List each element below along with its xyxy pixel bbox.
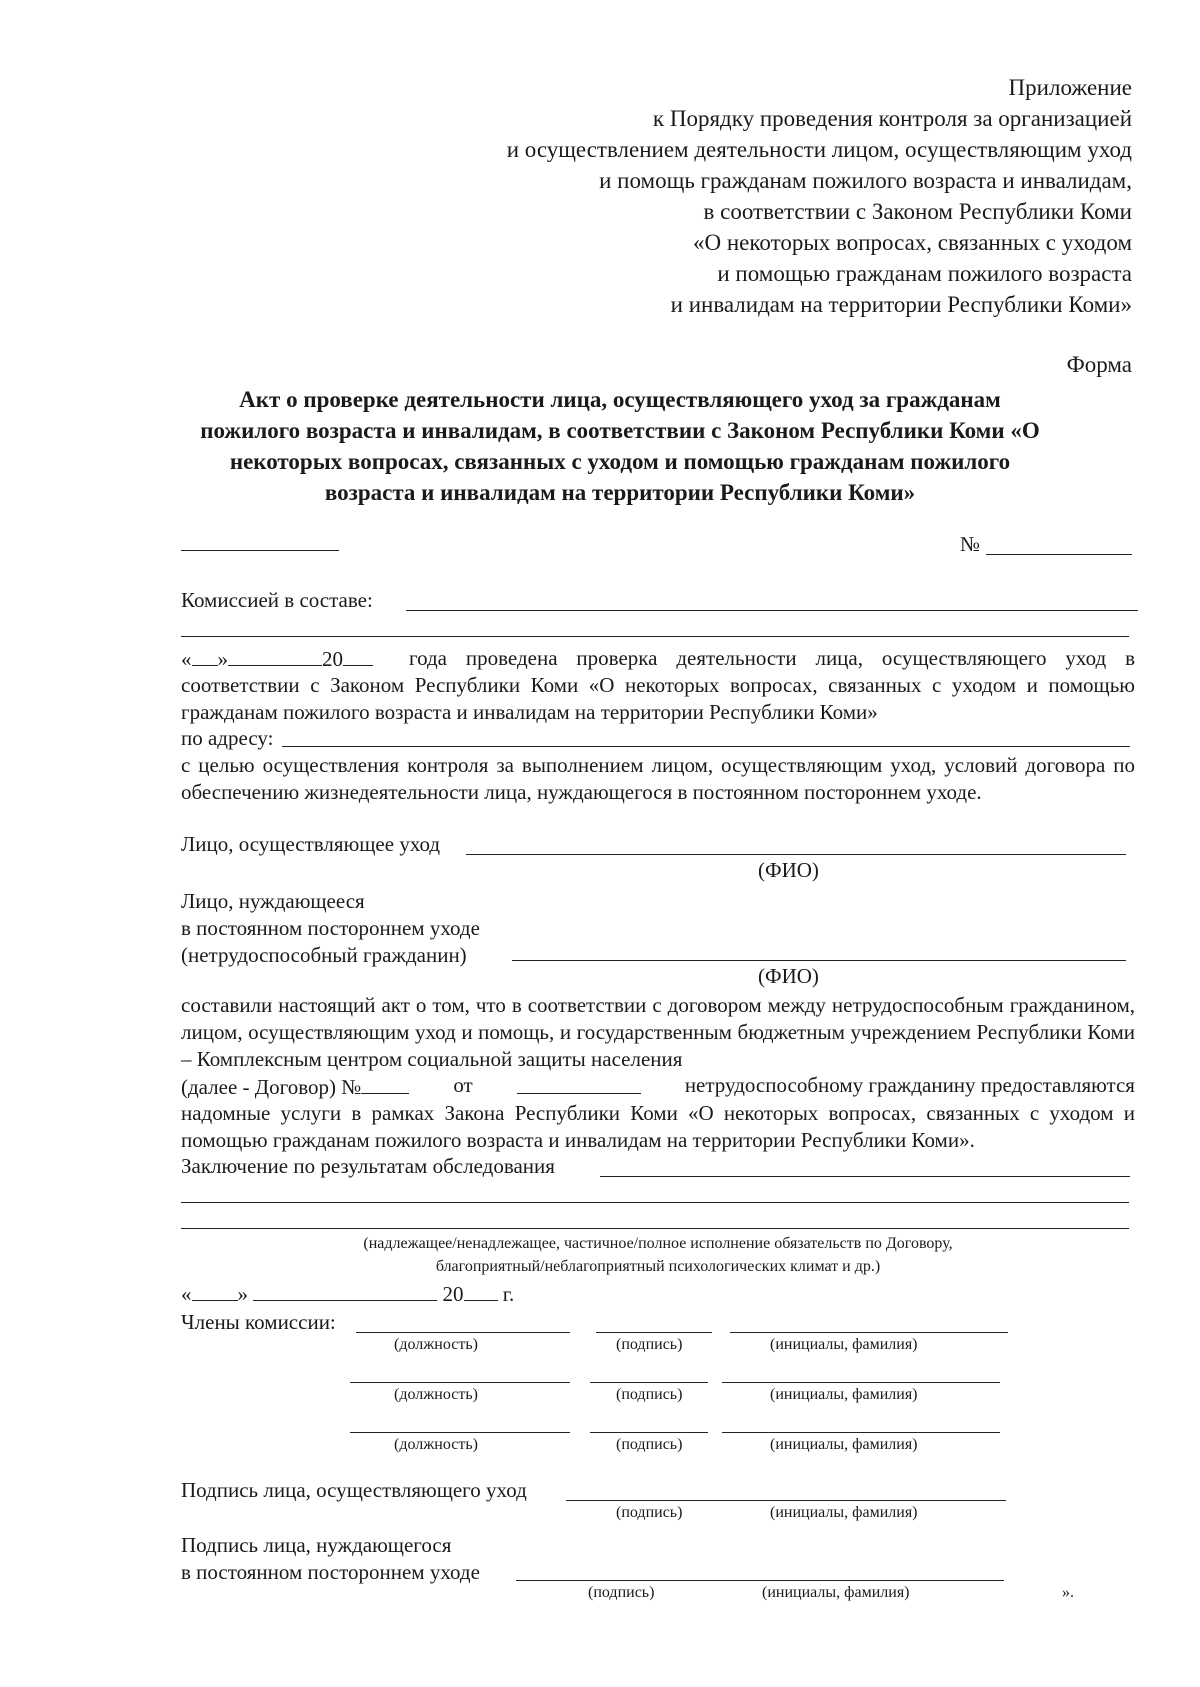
member-2-signature-blank[interactable] xyxy=(590,1382,708,1383)
signature-caption: (подпись) xyxy=(588,1584,655,1601)
address-label: по адресу: xyxy=(181,726,274,750)
contract-date-label: от xyxy=(453,1073,473,1097)
contract-number-blank[interactable] xyxy=(361,1073,409,1094)
number-blank[interactable] xyxy=(986,554,1132,555)
member-2-initials-blank[interactable] xyxy=(722,1382,1000,1383)
dependent-signature-line: в постоянном постороннем уходе xyxy=(181,1560,480,1584)
member-3-position-blank[interactable] xyxy=(350,1432,570,1433)
place-blank[interactable] xyxy=(181,550,339,551)
conclusion-label: Заключение по результатам обследования xyxy=(181,1154,555,1178)
conclusion-blank[interactable] xyxy=(600,1176,1130,1177)
dependent-label xyxy=(181,888,480,969)
act-day-blank[interactable] xyxy=(192,1280,238,1301)
member-1-signature-blank[interactable] xyxy=(596,1332,712,1333)
act-paragraph-1: составили настоящий акт о том, что в соответствии с договором между нетрудоспособным гражданином, лицом, осуществляющим уход и помощь, и государственным бюджетным учреждением Республики Коми – Комплексным центром социальной защиты населения xyxy=(181,993,1135,1071)
act-year-prefix: 20 xyxy=(442,1282,464,1306)
act-date-line xyxy=(181,1280,514,1307)
act-paragraph-3: надомные услуги в рамках Закона Республики Коми «О некоторых вопросах, связанных с уходом и помощью гражданам пожилого возраста и инвалидам на территории Республики Коми». xyxy=(181,1101,1135,1152)
hint-line: (надлежащее/ненадлежащее, частичное/полное исполнение обязательств по Договору, xyxy=(363,1235,953,1252)
act-month-blank[interactable] xyxy=(253,1280,437,1301)
position-caption: (должность) xyxy=(394,1436,478,1453)
hint-line: благоприятный/неблагоприятный психологических климат и др.) xyxy=(435,1258,881,1275)
closing-quote: ». xyxy=(1062,1584,1074,1601)
caregiver-signature-label: Подпись лица, осуществляющего уход xyxy=(181,1478,527,1502)
quote-close: » xyxy=(217,647,228,671)
contract-line-tail: нетрудоспособному гражданину предоставляются xyxy=(684,1073,1135,1097)
member-1-position-blank[interactable] xyxy=(356,1332,570,1333)
dependent-blank[interactable] xyxy=(512,960,1126,961)
inspection-paragraph: года проведена проверка деятельности лица, осуществляющего уход в соответствии с Законом Республики Коми «О некоторых вопросах, связанных с уходом и помощью гражданам пожилого возраста и инвалидам на территории Республики Коми» xyxy=(181,646,1135,724)
dependent-signature-label xyxy=(181,1532,480,1586)
appendix-line: и инвалидам на территории Республики Коми» xyxy=(670,292,1132,317)
initials-caption: (инициалы, фамилия) xyxy=(762,1584,910,1601)
dependent-line: Лицо, нуждающееся xyxy=(181,889,365,913)
signature-caption: (подпись) xyxy=(616,1504,683,1521)
initials-caption: (инициалы, фамилия) xyxy=(770,1386,918,1403)
signature-caption: (подпись) xyxy=(616,1386,683,1403)
address-blank[interactable] xyxy=(282,746,1130,747)
caregiver-blank[interactable] xyxy=(466,854,1126,855)
form-label: Форма xyxy=(1066,352,1132,377)
member-3-signature-blank[interactable] xyxy=(590,1432,708,1433)
members-label: Члены комиссии: xyxy=(181,1310,336,1334)
signature-caption: (подпись) xyxy=(616,1336,683,1353)
quote-close: » xyxy=(237,1282,248,1306)
position-caption: (должность) xyxy=(394,1336,478,1353)
commission-label: Комиссией в составе: xyxy=(181,588,373,612)
commission-blank-2[interactable] xyxy=(181,636,1129,637)
contract-line xyxy=(181,1073,1135,1100)
initials-caption: (инициалы, фамилия) xyxy=(770,1504,918,1521)
document-title: Акт о проверке деятельности лица, осуществляющего уход за гражданам пожилого возраста и инвалидам, в соответствии с Законом Республики Коми «О некоторых вопросах, связанных с уходом и помощью гражданам пожилого возраста и инвалидам на территории Республики Коми» xyxy=(200,387,1040,505)
initials-caption: (инициалы, фамилия) xyxy=(770,1436,918,1453)
member-1-initials-blank[interactable] xyxy=(730,1332,1008,1333)
act-year-blank[interactable] xyxy=(464,1280,498,1301)
fio-caption: (ФИО) xyxy=(758,858,819,882)
appendix-line: и помощью гражданам пожилого возраста xyxy=(717,261,1132,286)
appendix-line: и осуществлением деятельности лицом, осуществляющим уход xyxy=(506,137,1132,162)
initials-caption: (инициалы, фамилия) xyxy=(770,1336,918,1353)
position-caption: (должность) xyxy=(394,1386,478,1403)
appendix-line: «О некоторых вопросах, связанных с уходом xyxy=(692,230,1132,255)
dependent-signature-blank[interactable] xyxy=(516,1580,1004,1581)
fio-caption: (ФИО) xyxy=(758,964,819,988)
member-2-position-blank[interactable] xyxy=(350,1382,570,1383)
contract-date-blank[interactable] xyxy=(517,1073,641,1094)
appendix-line: Приложение xyxy=(1008,75,1132,100)
commission-blank[interactable] xyxy=(406,610,1138,611)
appendix-line: к Порядку проведения контроля за организацией xyxy=(652,106,1132,131)
dependent-signature-line: Подпись лица, нуждающегося xyxy=(181,1533,452,1557)
conclusion-blank-3[interactable] xyxy=(181,1228,1129,1229)
contract-number-label: (далее - Договор) № xyxy=(181,1075,362,1099)
year-prefix: 20 xyxy=(322,647,343,671)
purpose-paragraph: с целью осуществления контроля за выполнением лицом, осуществляющим уход, условий договора по обеспечению жизнедеятельности лица, нуждающегося в постоянном постороннем уходе. xyxy=(181,753,1135,804)
dependent-line: в постоянном постороннем уходе xyxy=(181,916,480,940)
appendix-line: в соответствии с Законом Республики Коми xyxy=(703,199,1132,224)
signature-caption: (подпись) xyxy=(616,1436,683,1453)
dependent-line: (нетрудоспособный гражданин) xyxy=(181,943,467,967)
conclusion-blank-2[interactable] xyxy=(181,1202,1129,1203)
appendix-header xyxy=(507,72,1132,320)
act-year-suffix: г. xyxy=(502,1282,515,1306)
quote-open: « xyxy=(181,647,192,671)
number-label: № xyxy=(960,532,981,556)
conclusion-hint xyxy=(181,1232,1135,1278)
caregiver-signature-blank[interactable] xyxy=(566,1500,1006,1501)
quote-open: « xyxy=(181,1282,192,1306)
member-3-initials-blank[interactable] xyxy=(722,1432,1000,1433)
appendix-line: и помощь гражданам пожилого возраста и инвалидам, xyxy=(599,168,1132,193)
caregiver-label: Лицо, осуществляющее уход xyxy=(181,832,441,856)
